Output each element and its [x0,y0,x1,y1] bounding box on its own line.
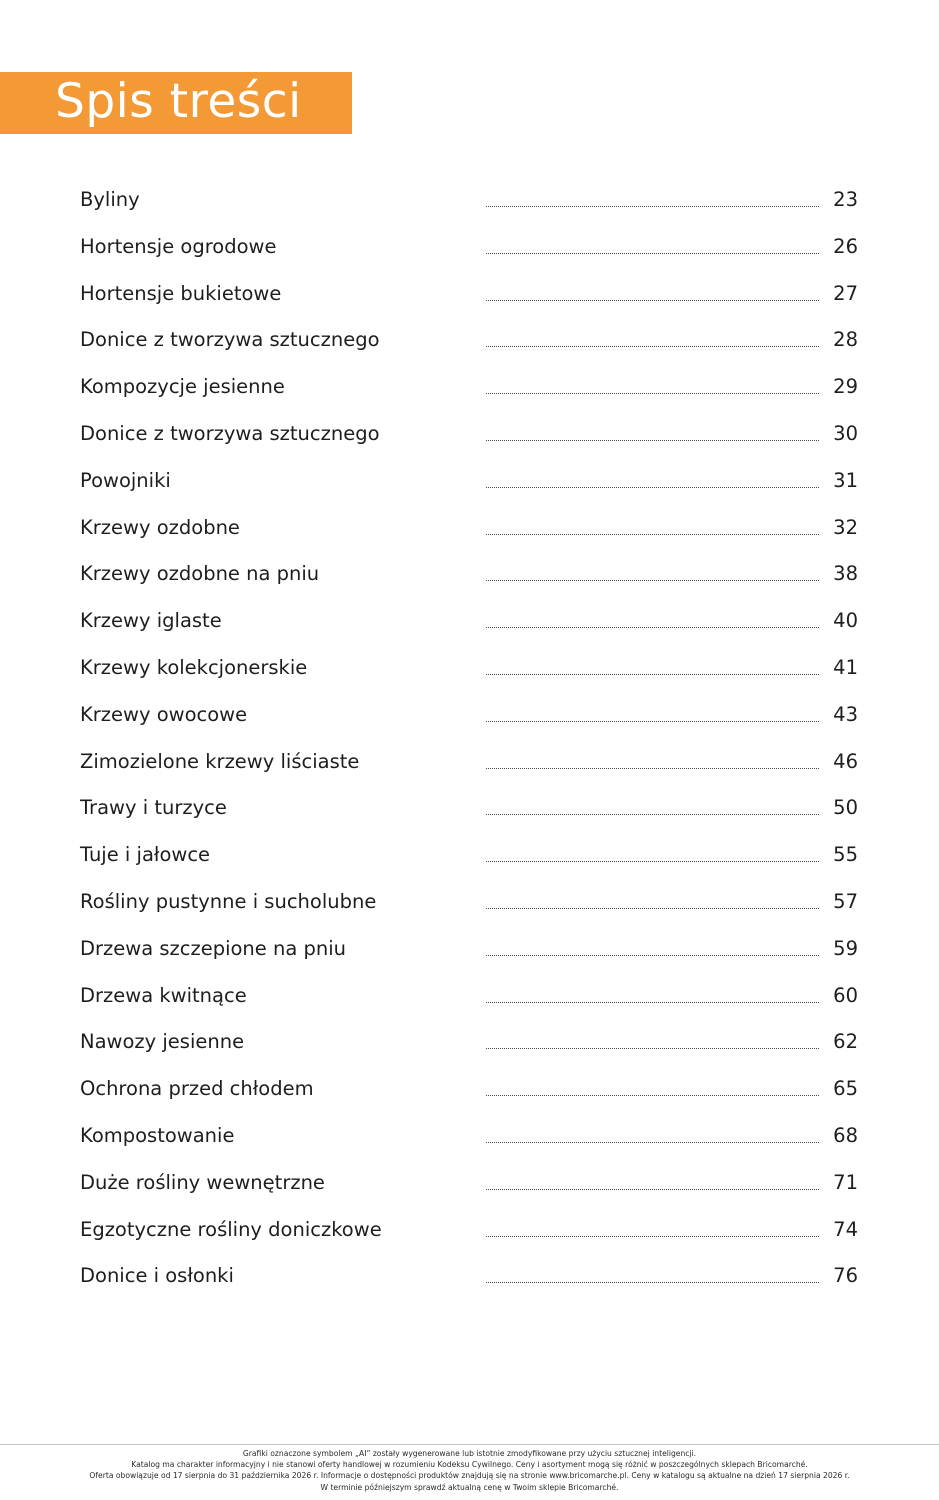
toc-entry[interactable] [0,692,939,739]
toc-entry-label: Tuje i jałowce [80,843,211,867]
toc-entry-label: Kompostowanie [80,1123,235,1147]
toc-entry-page-number: 76 [833,1264,858,1288]
toc-entry-label: Krzewy iglaste [80,609,222,633]
toc-entry-page-number: 38 [833,562,858,586]
toc-entry-label: Drzewa szczepione na pniu [80,936,347,960]
toc-entry-label: Zimozielone krzewy liściaste [80,749,360,773]
toc-dot-leader [486,908,819,909]
toc-entry[interactable] [0,177,939,224]
toc-entry-page-number: 29 [833,375,858,399]
toc-dot-leader [486,814,819,815]
toc-dot-leader [486,861,819,862]
table-of-contents [0,177,939,1300]
toc-entry-label: Krzewy owocowe [80,702,248,726]
toc-dot-leader [486,253,819,254]
toc-entry[interactable] [0,645,939,692]
toc-entry[interactable] [0,926,939,973]
footer-disclaimer [0,1448,939,1493]
toc-entry-label: Hortensje bukietowe [80,281,282,305]
toc-dot-leader [486,674,819,675]
page-title: Spis treści [55,74,302,129]
title-banner [0,72,352,134]
toc-entry-page-number: 28 [833,328,858,352]
toc-entry[interactable] [0,505,939,552]
toc-entry-label: Krzewy ozdobne [80,515,240,539]
toc-entry[interactable] [0,364,939,411]
toc-entry-label: Donice z tworzywa sztucznego [80,328,380,352]
toc-entry[interactable] [0,879,939,926]
toc-entry-page-number: 40 [833,609,858,633]
toc-entry-page-number: 32 [833,515,858,539]
toc-entry-label: Rośliny pustynne i sucholubne [80,889,377,913]
toc-entry-label: Powojniki [80,468,171,492]
toc-entry[interactable] [0,1160,939,1207]
toc-entry[interactable] [0,598,939,645]
footer-line-offer-dates: Oferta obowiązuje od 17 sierpnia do 31 października 2026 r. Informacje o dostępności produktów znajdują się na stronie www.bricomarche.pl. Ceny w katalogu są aktualne na dzień 17 sierpnia 2026 r. [89,1471,850,1481]
toc-dot-leader [486,1236,819,1237]
toc-entry-page-number: 65 [833,1077,858,1101]
toc-dot-leader [486,534,819,535]
toc-entry-label: Nawozy jesienne [80,1030,245,1054]
toc-entry-page-number: 68 [833,1123,858,1147]
toc-entry-label: Egzotyczne rośliny doniczkowe [80,1217,382,1241]
toc-entry[interactable] [0,551,939,598]
toc-entry[interactable] [0,1113,939,1160]
toc-entry[interactable] [0,785,939,832]
toc-entry-page-number: 62 [833,1030,858,1054]
toc-entry-label: Krzewy kolekcjonerskie [80,655,308,679]
toc-entry-page-number: 23 [833,188,858,211]
toc-entry-label: Duże rośliny wewnętrzne [80,1170,325,1194]
toc-entry[interactable] [0,224,939,271]
toc-entry[interactable] [0,739,939,786]
toc-entry[interactable] [0,1019,939,1066]
toc-dot-leader [486,1189,819,1190]
toc-dot-leader [486,1048,819,1049]
toc-entry-label: Byliny [80,188,140,211]
toc-entry-page-number: 46 [833,749,858,773]
toc-entry[interactable] [0,832,939,879]
footer-line-ai-notice: Grafiki oznaczone symbolem „AI” zostały wygenerowane lub istotnie zmodyfikowane przy użyciu sztucznej inteligencji. [242,1449,697,1458]
toc-entry-page-number: 27 [833,281,858,305]
footer-line-catalog-notice: Katalog ma charakter informacyjny i nie stanowi oferty handlowej w rozumieniu Kodeksu Cywilnego. Ceny i asortyment mogą się różnić w poszczególnych sklepach Bricomarché. [131,1460,808,1470]
toc-entry-page-number: 50 [833,796,858,820]
toc-entry[interactable] [0,973,939,1020]
toc-entry-page-number: 59 [833,936,858,960]
toc-entry-label: Kompozycje jesienne [80,375,285,399]
toc-entry-label: Krzewy ozdobne na pniu [80,562,320,586]
toc-entry[interactable] [0,411,939,458]
toc-dot-leader [486,580,819,581]
toc-entry[interactable] [0,1066,939,1113]
toc-entry-page-number: 57 [833,889,858,913]
toc-dot-leader [486,627,819,628]
toc-dot-leader [486,955,819,956]
toc-entry-page-number: 43 [833,702,858,726]
toc-entry-page-number: 74 [833,1217,858,1241]
toc-entry-label: Donice i osłonki [80,1264,234,1288]
toc-dot-leader [486,768,819,769]
toc-entry[interactable] [0,458,939,505]
toc-dot-leader [486,721,819,722]
toc-entry-page-number: 60 [833,983,858,1007]
toc-dot-leader [486,1142,819,1143]
toc-dot-leader [486,206,819,207]
toc-entry[interactable] [0,1253,939,1300]
toc-entry-page-number: 31 [833,468,858,492]
toc-dot-leader [486,1282,819,1283]
toc-entry-page-number: 26 [833,234,858,258]
toc-entry[interactable] [0,1207,939,1254]
footer-divider [0,1444,939,1445]
toc-dot-leader [486,393,819,394]
toc-entry-page-number: 55 [833,843,858,867]
toc-dot-leader [486,300,819,301]
toc-entry-label: Hortensje ogrodowe [80,234,277,258]
toc-entry[interactable] [0,271,939,318]
footer-line-price-check: W terminie późniejszym sprawdź aktualną cenę w Twoim sklepie Bricomarché. [320,1482,619,1492]
toc-dot-leader [486,487,819,488]
toc-entry-label: Drzewa kwitnące [80,983,247,1007]
toc-entry-label: Ochrona przed chłodem [80,1077,314,1101]
toc-entry-label: Trawy i turzyce [80,796,227,820]
toc-entry-label: Donice z tworzywa sztucznego [80,421,380,445]
toc-dot-leader [486,440,819,441]
toc-entry[interactable] [0,317,939,364]
toc-dot-leader [486,1095,819,1096]
toc-entry-page-number: 71 [833,1170,858,1194]
toc-dot-leader [486,1002,819,1003]
toc-dot-leader [486,346,819,347]
toc-entry-page-number: 41 [833,655,858,679]
toc-entry-page-number: 30 [833,421,858,445]
